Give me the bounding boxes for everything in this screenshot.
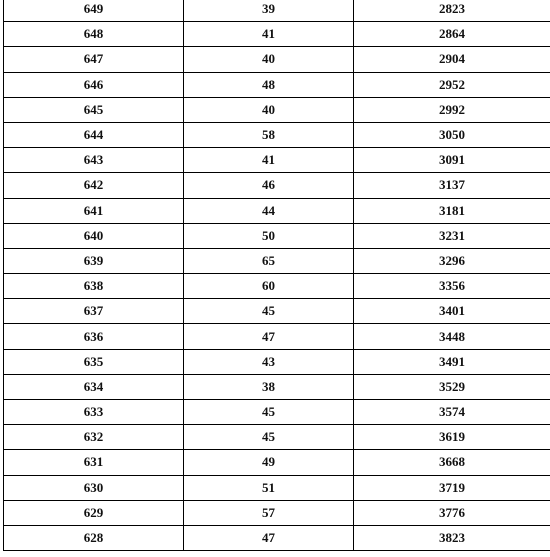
cumulative-cell: 3491 — [354, 349, 550, 374]
cumulative-cell: 2904 — [354, 47, 550, 72]
cumulative-cell: 3296 — [354, 248, 550, 273]
count-cell: 47 — [184, 324, 354, 349]
score-cell: 637 — [4, 299, 184, 324]
cumulative-cell: 3181 — [354, 198, 550, 223]
count-cell: 47 — [184, 525, 354, 550]
score-cell: 643 — [4, 148, 184, 173]
cumulative-cell: 2992 — [354, 97, 550, 122]
score-cell: 629 — [4, 500, 184, 525]
table-row — [4, 97, 550, 122]
count-cell: 65 — [184, 248, 354, 273]
score-table — [3, 0, 550, 551]
table-row — [4, 198, 550, 223]
score-cell: 645 — [4, 97, 184, 122]
count-cell: 50 — [184, 223, 354, 248]
score-cell: 649 — [4, 0, 184, 22]
table-row — [4, 173, 550, 198]
table-row — [4, 450, 550, 475]
table-row — [4, 122, 550, 147]
score-table-container — [3, 0, 550, 551]
count-cell: 45 — [184, 400, 354, 425]
score-table-body — [4, 0, 550, 551]
score-cell: 635 — [4, 349, 184, 374]
score-cell: 630 — [4, 475, 184, 500]
table-row — [4, 274, 550, 299]
cumulative-cell: 2864 — [354, 22, 550, 47]
count-cell: 43 — [184, 349, 354, 374]
count-cell: 60 — [184, 274, 354, 299]
table-row — [4, 148, 550, 173]
count-cell: 49 — [184, 450, 354, 475]
table-row — [4, 22, 550, 47]
table-row — [4, 425, 550, 450]
cumulative-cell: 3050 — [354, 122, 550, 147]
score-cell: 632 — [4, 425, 184, 450]
count-cell: 45 — [184, 425, 354, 450]
table-row — [4, 475, 550, 500]
count-cell: 40 — [184, 47, 354, 72]
score-cell: 636 — [4, 324, 184, 349]
cumulative-cell: 3401 — [354, 299, 550, 324]
cumulative-cell: 3668 — [354, 450, 550, 475]
score-cell: 644 — [4, 122, 184, 147]
table-row — [4, 47, 550, 72]
score-cell: 647 — [4, 47, 184, 72]
count-cell: 51 — [184, 475, 354, 500]
cumulative-cell: 3231 — [354, 223, 550, 248]
cumulative-cell: 3574 — [354, 400, 550, 425]
count-cell: 48 — [184, 72, 354, 97]
cumulative-cell: 3448 — [354, 324, 550, 349]
score-cell: 639 — [4, 248, 184, 273]
table-row — [4, 374, 550, 399]
cumulative-cell: 3356 — [354, 274, 550, 299]
table-row — [4, 500, 550, 525]
count-cell: 41 — [184, 22, 354, 47]
table-row — [4, 72, 550, 97]
table-row — [4, 400, 550, 425]
table-row — [4, 248, 550, 273]
count-cell: 58 — [184, 122, 354, 147]
count-cell: 38 — [184, 374, 354, 399]
table-row — [4, 0, 550, 22]
score-cell: 631 — [4, 450, 184, 475]
score-cell: 641 — [4, 198, 184, 223]
score-cell: 633 — [4, 400, 184, 425]
count-cell: 45 — [184, 299, 354, 324]
cumulative-cell: 2952 — [354, 72, 550, 97]
count-cell: 39 — [184, 0, 354, 22]
cumulative-cell: 3091 — [354, 148, 550, 173]
table-row — [4, 299, 550, 324]
score-cell: 648 — [4, 22, 184, 47]
cumulative-cell: 2823 — [354, 0, 550, 22]
cumulative-cell: 3719 — [354, 475, 550, 500]
cumulative-cell: 3529 — [354, 374, 550, 399]
cumulative-cell: 3823 — [354, 525, 550, 550]
count-cell: 46 — [184, 173, 354, 198]
count-cell: 57 — [184, 500, 354, 525]
cumulative-cell: 3137 — [354, 173, 550, 198]
table-row — [4, 349, 550, 374]
table-row — [4, 324, 550, 349]
cumulative-cell: 3776 — [354, 500, 550, 525]
score-cell: 628 — [4, 525, 184, 550]
score-cell: 638 — [4, 274, 184, 299]
score-cell: 642 — [4, 173, 184, 198]
count-cell: 41 — [184, 148, 354, 173]
table-row — [4, 525, 550, 550]
cumulative-cell: 3619 — [354, 425, 550, 450]
score-cell: 634 — [4, 374, 184, 399]
count-cell: 40 — [184, 97, 354, 122]
count-cell: 44 — [184, 198, 354, 223]
table-row — [4, 223, 550, 248]
score-cell: 640 — [4, 223, 184, 248]
score-cell: 646 — [4, 72, 184, 97]
